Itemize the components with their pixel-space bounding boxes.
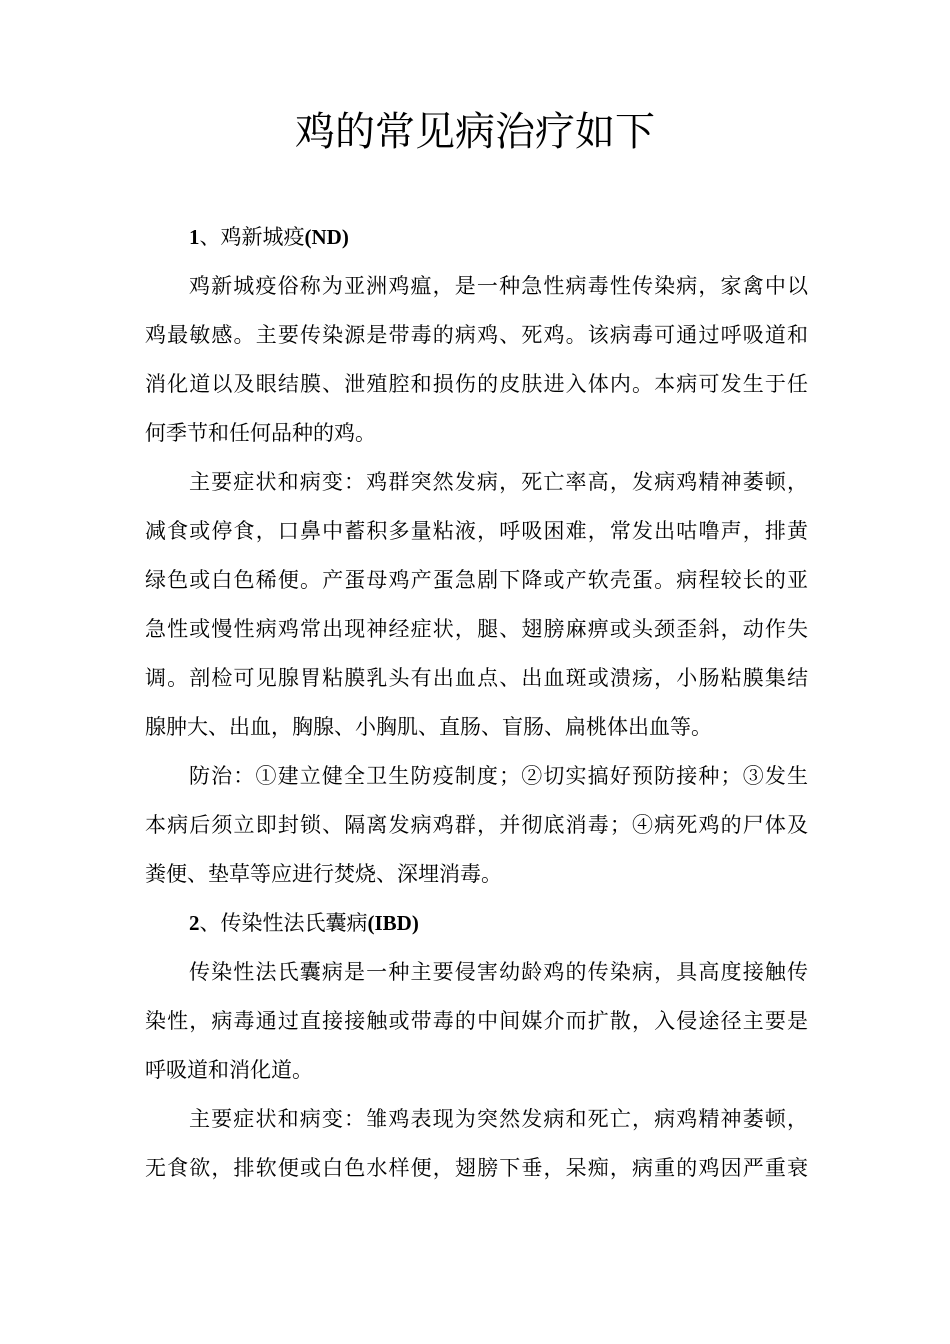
text-line: 何季节和任何品种的鸡。	[145, 421, 376, 445]
text-line: 呼吸道和消化道。	[145, 1058, 313, 1082]
paragraph-ibd-symptoms	[145, 1095, 808, 1193]
text-line: 消化道以及眼结膜、泄殖腔和损伤的皮肤进入体内。本病可发生于任	[145, 372, 808, 396]
text-line: 鸡新城疫俗称为亚洲鸡瘟，是一种急性病毒性传染病，家禽中以	[189, 274, 808, 298]
paragraph-nd-overview	[145, 262, 808, 458]
document-title: 鸡的常见病治疗如下	[295, 109, 655, 155]
section-separator: 、	[199, 225, 221, 249]
paragraph-ibd-overview	[145, 948, 808, 1095]
text-line: 急性或慢性病鸡常出现神经症状，腿、翅膀麻痹或头颈歪斜，动作失	[145, 617, 808, 641]
text-line: 调。剖检可见腺胃粘膜乳头有出血点、出血斑或溃疡，小肠粘膜集结	[145, 666, 808, 690]
text-line: 绿色或白色稀便。产蛋母鸡产蛋急剧下降或产软壳蛋。病程较长的亚	[145, 568, 808, 592]
section-abbreviation: (IBD)	[367, 911, 419, 935]
text-line: 腺肿大、出血，胸腺、小胸肌、直肠、盲肠、扁桃体出血等。	[145, 715, 712, 739]
document-body	[145, 213, 808, 1193]
text-line: 主要症状和病变：鸡群突然发病，死亡率高，发病鸡精神萎顿，	[189, 470, 808, 494]
text-line: 主要症状和病变：雏鸡表现为突然发病和死亡，病鸡精神萎顿，	[189, 1107, 808, 1131]
section-number: 1	[189, 225, 200, 249]
text-line: 粪便、垫草等应进行焚烧、深埋消毒。	[145, 862, 502, 886]
paragraph-nd-prevention	[145, 752, 808, 899]
text-line: 传染性法氏囊病是一种主要侵害幼龄鸡的传染病，具高度接触传	[189, 960, 808, 984]
section-number: 2	[189, 911, 200, 935]
section-separator: 、	[199, 911, 221, 935]
section-name: 鸡新城疫	[220, 225, 305, 249]
text-line: 无食欲，排软便或白色水样便，翅膀下垂，呆痴，病重的鸡因严重衰	[145, 1156, 808, 1180]
section-heading-1	[145, 213, 808, 262]
text-line: 鸡最敏感。主要传染源是带毒的病鸡、死鸡。该病毒可通过呼吸道和	[145, 323, 808, 347]
text-line: 本病后须立即封锁、隔离发病鸡群，并彻底消毒；④病死鸡的尸体及	[145, 813, 808, 837]
text-line: 防治：①建立健全卫生防疫制度；②切实搞好预防接种；③发生	[189, 764, 808, 788]
paragraph-nd-symptoms	[145, 458, 808, 752]
section-name: 传染性法氏囊病	[220, 911, 368, 935]
section-abbreviation: (ND)	[304, 225, 349, 249]
text-line: 减食或停食，口鼻中蓄积多量粘液，呼吸困难，常发出咕噜声，排黄	[145, 519, 808, 543]
section-heading-2	[145, 899, 808, 948]
text-line: 染性，病毒通过直接接触或带毒的中间媒介而扩散，入侵途径主要是	[145, 1009, 808, 1033]
